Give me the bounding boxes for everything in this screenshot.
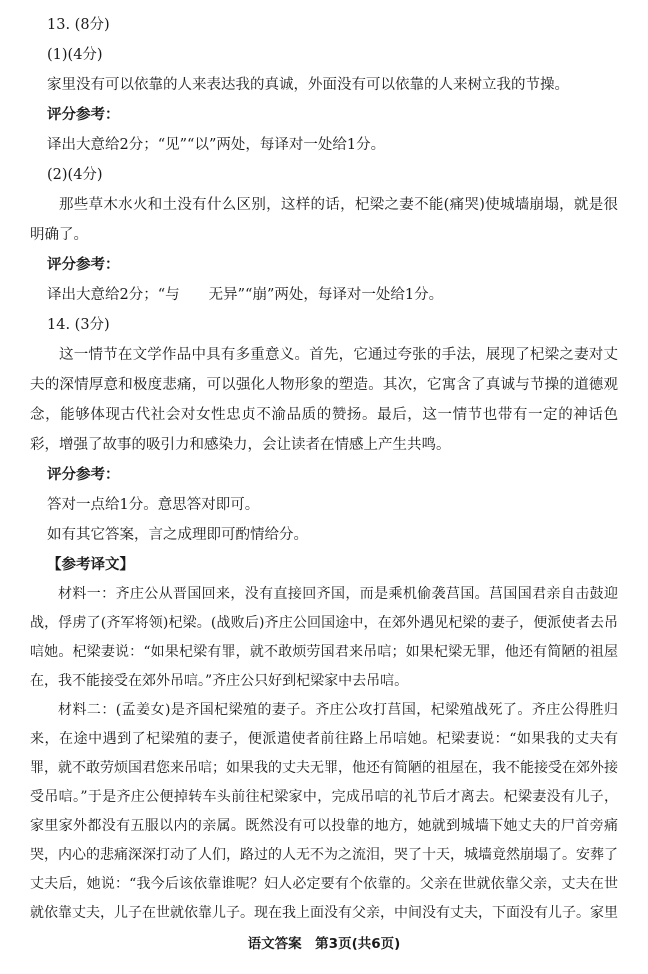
page-footer: 语文答案 第3页(共6页)	[247, 936, 401, 952]
q13-part2-answer: 那些草木水火和土没有什么区别，这样的话，杞梁之妻不能(痛哭)使城墙崩塌，就是很明确了。	[30, 197, 618, 243]
q13-part2-ref-text: 译出大意给2分；“与 无异”“崩”两处，每译对一处给1分。	[47, 287, 444, 303]
q14-ref-title: 评分参考：	[47, 467, 120, 483]
q14-answer: 这一情节在文学作品中具有多重意义。首先，它通过夸张的手法，展现了杞梁之妻对丈夫的深情厚意和极度悲痛，可以强化人物形象的塑造。其次，它寓含了真诚与节操的道德观念，能够体现古代社会对女性忠贞不渝品质的赞扬。最后，这一情节也带有一定的神话色彩，增强了故事的吸引力和感染力，会让读者在情感上产生共鸣。	[30, 347, 618, 453]
q13-part1-ref-title: 评分参考：	[47, 107, 120, 123]
q14-header: 14. (3分)	[47, 317, 110, 333]
q13-part2-label: (2)(4分)	[47, 167, 103, 183]
translation-material1: 材料一：齐庄公从晋国回来，没有直接回齐国，而是乘机偷袭莒国。莒国国君亲自击鼓迎战，俘虏了(齐军将领)杞梁。(战败后)齐庄公回国途中，在郊外遇见杞梁的妻子，便派使者去吊唁她。杞梁妻说：“如果杞梁有罪，就不敢烦劳国君来吊唁；如果杞梁无罪，他还有简陋的祖屋在，我不能接受在郊外吊唁。”齐庄公只好到杞梁家中去吊唁。	[30, 586, 618, 689]
q13-header: 13. (8分)	[47, 17, 110, 33]
q14-ref-line2: 如有其它答案，言之成理即可酌情给分。	[47, 527, 308, 543]
translation-material2: 材料二：(孟姜女)是齐国杞梁殖的妻子。齐庄公攻打莒国，杞梁殖战死了。齐庄公得胜归来，在途中遇到了杞梁殖的妻子，便派遣使者前往路上吊唁她。杞梁妻说：“如果我的丈夫有罪，就不敢劳烦国君您来吊唁；如果我的丈夫无罪，他还有简陋的祖屋在，我不能接受在郊外接受吊唁。”于是齐庄公便掉转车头前往杞梁家中，完成吊唁的礼节后才离去。杞梁妻没有儿子，家里家外都没有五服以内的亲属。既然没有可以投靠的地方，她就到城墙下她丈夫的尸首旁痛哭，内心的悲痛深深打动了人们，路过的人无不为之流泪，哭了十天，城墙竟然崩塌了。安葬了丈夫后，她说：“我今后该依靠谁呢？妇人必定要有个依靠的。父亲在世就依靠父亲，丈夫在世就依靠丈夫，儿子在世就依靠儿子。现在我上面没有父亲，中间没有丈夫，下面没有儿子。家里	[30, 702, 618, 921]
q14-ref-line1: 答对一点给1分。意思答对即可。	[47, 497, 260, 513]
q13-part1-label: (1)(4分)	[47, 47, 103, 63]
q13-part1-answer: 家里没有可以依靠的人来表达我的真诚，外面没有可以依靠的人来树立我的节操。	[47, 77, 569, 93]
q13-part2-ref-title: 评分参考：	[47, 257, 120, 273]
translation-title: 【参考译文】	[47, 557, 134, 573]
q13-part1-ref-text: 译出大意给2分；“见”“以”两处，每译对一处给1分。	[47, 137, 386, 153]
